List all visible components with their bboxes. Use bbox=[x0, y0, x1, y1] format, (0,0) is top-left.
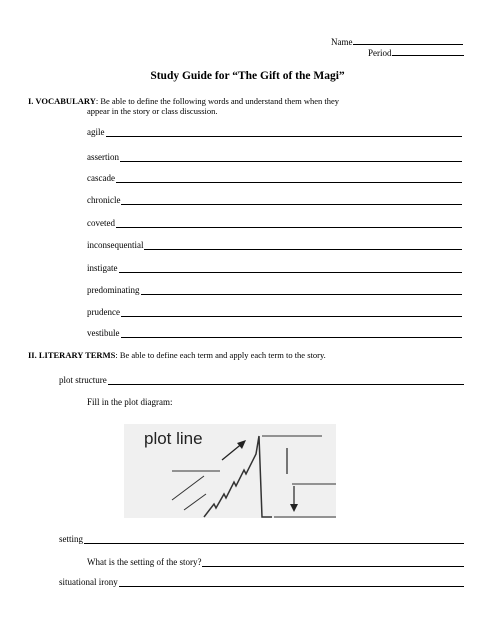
vocab-row[interactable] bbox=[87, 173, 462, 183]
vocab-word: coveted bbox=[87, 218, 115, 228]
vocab-word: prudence bbox=[87, 307, 120, 317]
vocab-word: predominating bbox=[87, 285, 140, 295]
vocab-word: inconsequential bbox=[87, 240, 144, 250]
vocab-row[interactable] bbox=[87, 307, 462, 317]
plot-line-graphic bbox=[124, 424, 336, 518]
section-literary-terms-heading bbox=[28, 350, 326, 360]
vocab-row[interactable] bbox=[87, 218, 462, 228]
vocab-word: assertion bbox=[87, 152, 119, 162]
answer-line[interactable] bbox=[121, 308, 462, 317]
plot-line-label: plot line bbox=[144, 429, 203, 448]
term-row-setting[interactable] bbox=[59, 534, 464, 544]
answer-line[interactable] bbox=[141, 286, 463, 295]
vocab-row[interactable] bbox=[87, 285, 462, 295]
period-label: Period bbox=[368, 48, 392, 58]
answer-line[interactable] bbox=[202, 558, 464, 567]
period-field[interactable] bbox=[368, 47, 464, 58]
answer-line[interactable] bbox=[108, 376, 464, 385]
section-literary-terms-instruction: : Be able to define each term and apply each term to the story. bbox=[115, 350, 326, 360]
answer-line[interactable] bbox=[116, 174, 462, 183]
setting-question-row[interactable] bbox=[87, 557, 464, 567]
vocab-row[interactable] bbox=[87, 240, 462, 250]
vocab-row[interactable] bbox=[87, 263, 462, 273]
name-line[interactable] bbox=[353, 36, 463, 45]
section-vocabulary-title: I. VOCABULARY bbox=[28, 96, 96, 106]
answer-line[interactable] bbox=[121, 196, 462, 205]
answer-line[interactable] bbox=[119, 578, 464, 587]
name-label: Name bbox=[331, 37, 353, 47]
term-row-situational-irony[interactable] bbox=[59, 577, 464, 587]
answer-line[interactable] bbox=[121, 329, 463, 338]
vocab-row[interactable] bbox=[87, 195, 462, 205]
term-row-plot-structure[interactable] bbox=[59, 375, 464, 385]
setting-question: What is the setting of the story? bbox=[87, 557, 202, 567]
period-line[interactable] bbox=[392, 47, 464, 56]
vocab-row[interactable] bbox=[87, 152, 462, 162]
plot-diagram-instruction: Fill in the plot diagram: bbox=[87, 397, 173, 407]
name-field[interactable] bbox=[331, 36, 463, 47]
term-label: setting bbox=[59, 534, 83, 544]
term-label: plot structure bbox=[59, 375, 107, 385]
plot-diagram bbox=[124, 424, 336, 518]
vocab-word: cascade bbox=[87, 173, 115, 183]
section-vocabulary-instruction-2: appear in the story or class discussion. bbox=[87, 106, 218, 116]
section-vocabulary-heading bbox=[28, 96, 339, 106]
vocab-row[interactable] bbox=[87, 328, 462, 338]
page-title: Study Guide for “The Gift of the Magi” bbox=[150, 70, 345, 82]
vocab-word: vestibule bbox=[87, 328, 120, 338]
vocab-row[interactable] bbox=[87, 127, 462, 137]
term-label: situational irony bbox=[59, 577, 118, 587]
vocab-word: chronicle bbox=[87, 195, 121, 205]
section-vocabulary-instruction: : Be able to define the following words and understand them when they bbox=[95, 96, 339, 106]
answer-line[interactable] bbox=[84, 535, 464, 544]
answer-line[interactable] bbox=[116, 219, 462, 228]
answer-line[interactable] bbox=[119, 264, 463, 273]
answer-line[interactable] bbox=[120, 153, 462, 162]
answer-line[interactable] bbox=[144, 241, 462, 250]
answer-line[interactable] bbox=[106, 128, 463, 137]
vocab-word: instigate bbox=[87, 263, 118, 273]
section-literary-terms-title: II. LITERARY TERMS bbox=[28, 350, 116, 360]
vocab-word: agile bbox=[87, 127, 105, 137]
